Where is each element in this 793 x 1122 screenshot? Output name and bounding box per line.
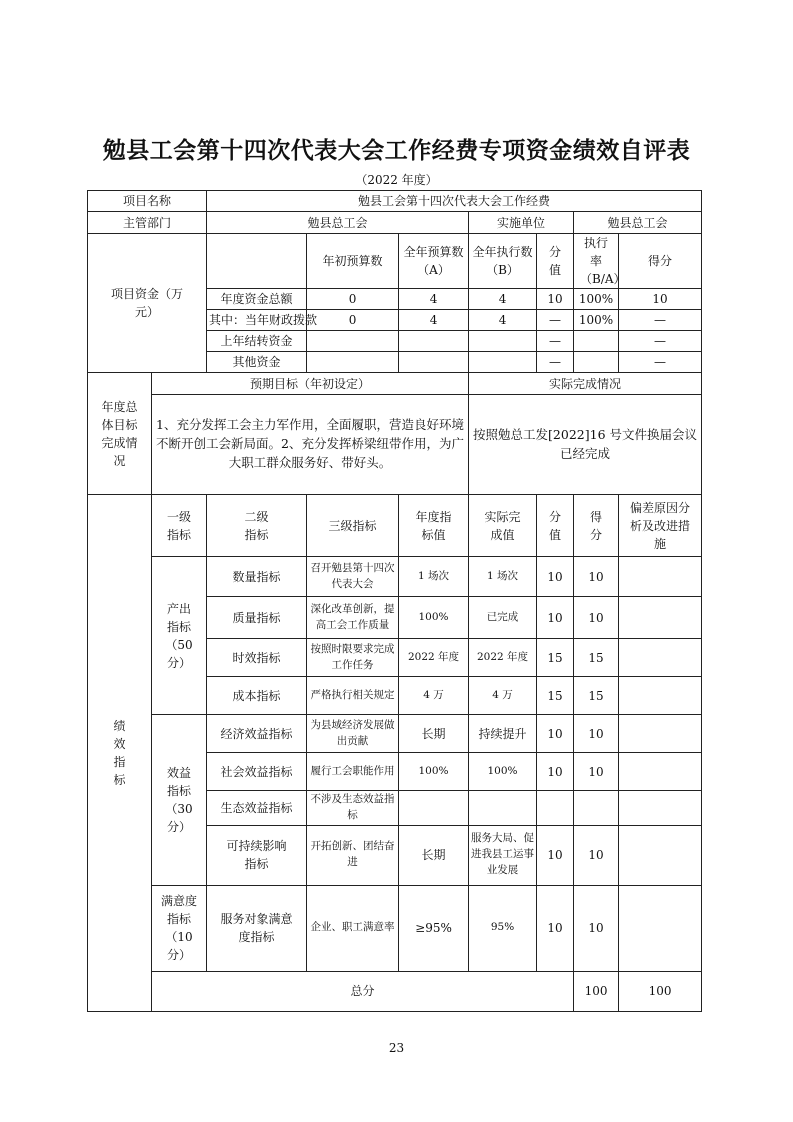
funds-cell: 4 <box>399 289 469 310</box>
impl-label: 实施单位 <box>469 212 574 234</box>
perf-note <box>619 677 702 715</box>
perf-got: 10 <box>574 557 619 597</box>
perf-note <box>619 885 702 971</box>
perf-note <box>619 715 702 753</box>
page-title: 勉县工会第十四次代表大会工作经费专项资金绩效自评表 <box>102 138 691 164</box>
funds-cell: — <box>619 310 702 331</box>
perf-l2: 可持续影响指标 <box>207 825 307 885</box>
perf-l3: 企业、职工满意率 <box>307 885 399 971</box>
funds-cell: — <box>537 352 574 373</box>
perf-target: 2022 年度 <box>399 639 469 677</box>
funds-cell <box>399 352 469 373</box>
funds-blank-header <box>207 234 307 289</box>
perf-score: 10 <box>537 825 574 885</box>
perf-score: 10 <box>537 753 574 791</box>
evaluation-table <box>87 190 702 1012</box>
funds-col-header: 执行率（B/A） <box>574 234 619 289</box>
funds-cell: — <box>619 331 702 352</box>
perf-l2: 数量指标 <box>207 557 307 597</box>
perf-note <box>619 791 702 826</box>
perf-label: 绩效指标 <box>88 495 152 1012</box>
perf-l2: 质量指标 <box>207 597 307 639</box>
perf-got <box>574 791 619 826</box>
perf-score: 10 <box>537 557 574 597</box>
funds-cell <box>574 331 619 352</box>
total-got: 100 <box>619 971 702 1011</box>
perf-l3: 召开勉县第十四次代表大会 <box>307 557 399 597</box>
perf-col-header: 偏差原因分析及改进措施 <box>619 495 702 557</box>
perf-col-header: 分值 <box>537 495 574 557</box>
goals-header-row <box>88 373 702 395</box>
perf-target: 长期 <box>399 715 469 753</box>
funds-row-name: 其他资金 <box>207 352 307 373</box>
perf-l2: 经济效益指标 <box>207 715 307 753</box>
perf-group-label: 效益指标（30分） <box>152 715 207 886</box>
perf-got: 10 <box>574 753 619 791</box>
perf-l3: 开拓创新、团结奋进 <box>307 825 399 885</box>
funds-cell <box>399 331 469 352</box>
perf-l2: 生态效益指标 <box>207 791 307 826</box>
perf-row <box>88 715 702 753</box>
perf-score: 15 <box>537 677 574 715</box>
total-label: 总分 <box>152 971 574 1011</box>
funds-cell: 10 <box>537 289 574 310</box>
project-name-row <box>88 191 702 212</box>
perf-target: 4 万 <box>399 677 469 715</box>
goals-label: 年度总体目标完成情况 <box>88 373 152 495</box>
perf-note <box>619 597 702 639</box>
perf-score: 10 <box>537 885 574 971</box>
funds-cell <box>307 352 399 373</box>
perf-target: ≥95% <box>399 885 469 971</box>
perf-note <box>619 639 702 677</box>
funds-col-header: 年初预算数 <box>307 234 399 289</box>
funds-cell: 4 <box>399 310 469 331</box>
total-score: 100 <box>574 971 619 1011</box>
department-row <box>88 212 702 234</box>
perf-actual: 100% <box>469 753 537 791</box>
funds-cell: 4 <box>469 310 537 331</box>
impl-value: 勉县总工会 <box>574 212 702 234</box>
perf-actual <box>469 791 537 826</box>
perf-actual: 已完成 <box>469 597 537 639</box>
perf-got: 15 <box>574 677 619 715</box>
perf-got: 10 <box>574 715 619 753</box>
funds-row-name: 上年结转资金 <box>207 331 307 352</box>
funds-label: 项目资金（万元） <box>88 234 207 373</box>
perf-got: 10 <box>574 885 619 971</box>
funds-cell <box>307 331 399 352</box>
perf-row <box>88 885 702 971</box>
perf-row <box>88 557 702 597</box>
perf-note <box>619 557 702 597</box>
perf-actual: 4 万 <box>469 677 537 715</box>
perf-target: 长期 <box>399 825 469 885</box>
perf-col-header: 二级指标 <box>207 495 307 557</box>
funds-cell: 4 <box>469 289 537 310</box>
perf-note <box>619 753 702 791</box>
perf-col-header: 实际完成值 <box>469 495 537 557</box>
funds-cell <box>469 352 537 373</box>
funds-cell: 0 <box>307 310 399 331</box>
perf-l3: 为县域经济发展做出贡献 <box>307 715 399 753</box>
funds-cell: — <box>619 352 702 373</box>
perf-l2: 社会效益指标 <box>207 753 307 791</box>
funds-col-header: 得分 <box>619 234 702 289</box>
perf-l3: 履行工会职能作用 <box>307 753 399 791</box>
perf-actual: 1 场次 <box>469 557 537 597</box>
project-name-label: 项目名称 <box>88 191 207 212</box>
funds-cell: 10 <box>619 289 702 310</box>
perf-l2: 服务对象满意度指标 <box>207 885 307 971</box>
perf-col-header: 三级指标 <box>307 495 399 557</box>
perf-got: 10 <box>574 597 619 639</box>
perf-actual: 2022 年度 <box>469 639 537 677</box>
perf-target: 100% <box>399 753 469 791</box>
funds-cell <box>469 331 537 352</box>
funds-cell: — <box>537 331 574 352</box>
report-year: （2022 年度） <box>355 173 438 187</box>
goals-expected-text: 1、充分发挥工会主力军作用，全面履职，营造良好环境不断开创工会新局面。2、充分发挥桥梁纽带作用，为广大职工群众服务好、带好头。 <box>152 395 469 495</box>
perf-score: 10 <box>537 715 574 753</box>
perf-col-header: 一级指标 <box>152 495 207 557</box>
funds-cell: 100% <box>574 310 619 331</box>
funds-col-header: 全年执行数（B） <box>469 234 537 289</box>
perf-l3: 按照时限要求完成工作任务 <box>307 639 399 677</box>
perf-actual: 持续提升 <box>469 715 537 753</box>
perf-score: 15 <box>537 639 574 677</box>
perf-target: 1 场次 <box>399 557 469 597</box>
funds-col-header: 分值 <box>537 234 574 289</box>
project-name-value: 勉县工会第十四次代表大会工作经费 <box>207 191 702 212</box>
perf-note <box>619 825 702 885</box>
perf-col-header: 得分 <box>574 495 619 557</box>
page-number: 23 <box>388 1041 405 1055</box>
perf-col-header: 年度指标值 <box>399 495 469 557</box>
perf-actual: 服务大局、促进我县工运事业发展 <box>469 825 537 885</box>
perf-target <box>399 791 469 826</box>
perf-score: 10 <box>537 597 574 639</box>
perf-l3: 深化改革创新，提高工会工作质量 <box>307 597 399 639</box>
perf-score <box>537 791 574 826</box>
funds-row-name: 年度资金总额 <box>207 289 307 310</box>
perf-actual: 95% <box>469 885 537 971</box>
perf-l2: 时效指标 <box>207 639 307 677</box>
perf-target: 100% <box>399 597 469 639</box>
perf-l2: 成本指标 <box>207 677 307 715</box>
funds-col-header: 全年预算数（A） <box>399 234 469 289</box>
goals-actual-text: 按照勉总工发[2022]16 号文件换届会议已经完成 <box>469 395 702 495</box>
funds-header-row <box>88 234 702 289</box>
funds-row-name: 其中：当年财政拨款 <box>207 310 307 331</box>
dept-value: 勉县总工会 <box>207 212 469 234</box>
goals-expected-label: 预期目标（年初设定） <box>152 373 469 395</box>
perf-l3: 严格执行相关规定 <box>307 677 399 715</box>
goals-content-row <box>88 395 702 495</box>
perf-header-row <box>88 495 702 557</box>
funds-cell: 0 <box>307 289 399 310</box>
goals-actual-label: 实际完成情况 <box>469 373 702 395</box>
dept-label: 主管部门 <box>88 212 207 234</box>
perf-group-label: 产出指标（50分） <box>152 557 207 715</box>
funds-cell: — <box>537 310 574 331</box>
perf-got: 15 <box>574 639 619 677</box>
perf-l3: 不涉及生态效益指标 <box>307 791 399 826</box>
perf-got: 10 <box>574 825 619 885</box>
perf-group-label: 满意度指标（10分） <box>152 885 207 971</box>
total-row <box>88 971 702 1011</box>
funds-cell: 100% <box>574 289 619 310</box>
funds-cell <box>574 352 619 373</box>
